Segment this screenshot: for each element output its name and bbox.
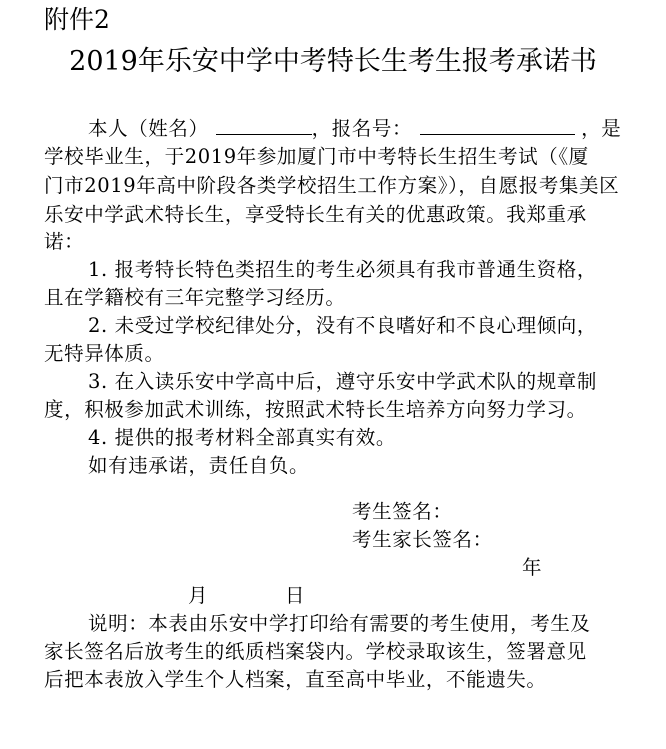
date-day-label: 日 <box>285 584 306 607</box>
intro-text-reg-label: ，报名号： <box>311 117 413 140</box>
parent-signature-label: 考生家长签名： <box>352 528 493 551</box>
intro-line-4: 乐安中学武术特长生，享受特长生有关的优惠政策。我郑重承 <box>44 203 587 226</box>
commitment-4-line-1: 4. 提供的报考材料全部真实有效。 <box>88 426 397 449</box>
closing-statement: 如有违承诺，责任自负。 <box>88 454 310 477</box>
note-line-3: 后把本表放入学生个人档案，直至高中毕业，不能遗失。 <box>44 668 547 691</box>
student-signature-label: 考生签名： <box>352 500 453 523</box>
name-field[interactable] <box>216 114 312 135</box>
commitment-2-line-2: 无特异体质。 <box>44 342 165 365</box>
intro-text-suffix: ，是 <box>581 117 622 140</box>
note-line-1: 说明：本表由乐安中学打印给有需要的考生使用，考生及 <box>88 612 591 635</box>
attachment-label: 附件2 <box>44 5 110 34</box>
intro-text-name-label: 本人（姓名） <box>88 117 209 140</box>
registration-number-field[interactable] <box>420 114 575 135</box>
intro-line-5: 诺： <box>44 230 85 253</box>
commitment-1-line-1: 1. 报考特长特色类招生的考生必须具有我市普通生资格， <box>88 258 598 281</box>
intro-line-1 <box>88 114 621 143</box>
document-title: 2019年乐安中学中考特长生考生报考承诺书 <box>69 46 597 77</box>
commitment-1-line-2: 且在学籍校有三年完整学习经历。 <box>44 286 346 309</box>
intro-line-3: 门市2019年高中阶段各类学校招生工作方案》），自愿报考集美区 <box>44 174 620 197</box>
intro-line-2: 学校毕业生，于2019年参加厦门市中考特长生招生考试（《厦 <box>44 145 589 168</box>
note-line-2: 家长签名后放考生的纸质档案袋内。学校录取该生，签署意见 <box>44 640 587 663</box>
commitment-2-line-1: 2. 未受过学校纪律处分，没有不良嗜好和不良心理倾向， <box>88 314 598 337</box>
commitment-3-line-2: 度，积极参加武术训练，按照武术特长生培养方向努力学习。 <box>44 398 587 421</box>
date-year-label: 年 <box>522 556 543 579</box>
commitment-3-line-1: 3. 在入读乐安中学高中后，遵守乐安中学武术队的规章制 <box>88 370 598 393</box>
date-month-label: 月 <box>188 584 209 607</box>
